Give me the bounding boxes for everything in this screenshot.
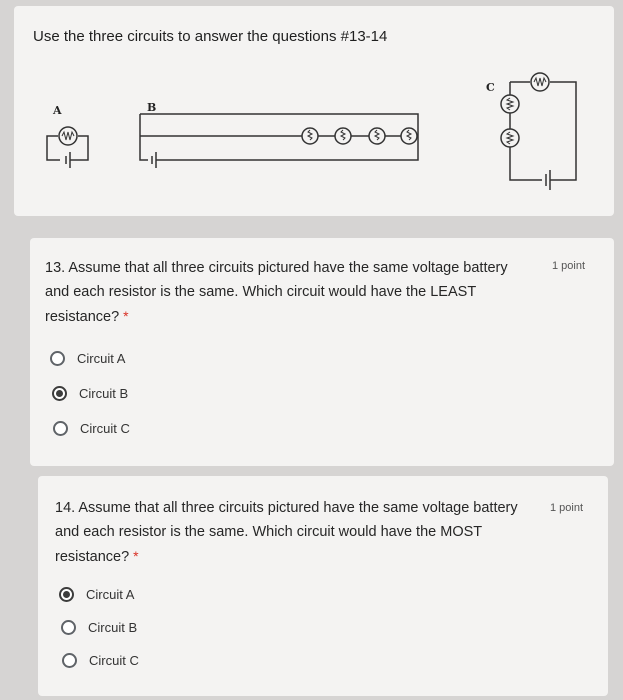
circuit-c-label: C <box>486 81 495 94</box>
question-13-label: 13. Assume that all three circuits pictured have the same voltage battery and each resistor is the same. Which circuit would have the LEAST resistance? <box>45 260 508 325</box>
circuit-c-resistor-top-icon <box>531 73 549 91</box>
circuit-a-resistor-icon <box>59 127 77 145</box>
circuit-c-resistor-1-icon <box>501 95 519 113</box>
q13-option-circuit-c[interactable] <box>53 421 130 436</box>
option-label: Circuit B <box>79 386 129 401</box>
circuit-b-label: B <box>147 101 157 114</box>
circuit-diagrams <box>0 0 623 220</box>
radio-button[interactable] <box>61 620 76 635</box>
question-13-text <box>45 256 525 329</box>
radio-button-selected[interactable] <box>59 587 74 602</box>
option-label: Circuit A <box>77 351 126 366</box>
question-13-points: 1 point <box>552 260 586 272</box>
circuit-b-diagram <box>140 114 418 168</box>
radio-button[interactable] <box>53 421 68 436</box>
q14-option-circuit-b[interactable] <box>61 620 137 635</box>
question-14-text <box>55 496 535 569</box>
option-label: Circuit A <box>86 587 135 602</box>
option-label: Circuit B <box>88 620 138 635</box>
radio-button-selected[interactable] <box>52 386 67 401</box>
circuit-a-label: A <box>53 104 62 117</box>
required-marker: * <box>133 548 139 564</box>
question-14-label: 14. Assume that all three circuits pictured have the same voltage battery and each resistor is the same. Which circuit would have the MOST resistance? <box>55 500 518 565</box>
circuit-a-diagram <box>47 127 88 168</box>
required-marker: * <box>123 308 129 324</box>
q13-option-circuit-b[interactable] <box>52 386 128 401</box>
option-label: Circuit C <box>89 653 139 668</box>
instruction-text: Use the three circuits to answer the questions #13-14 <box>33 28 388 45</box>
q13-option-circuit-a[interactable] <box>50 351 125 366</box>
q14-option-circuit-c[interactable] <box>62 653 139 668</box>
option-label: Circuit C <box>80 421 130 436</box>
radio-button[interactable] <box>50 351 65 366</box>
circuit-c-diagram <box>501 73 576 190</box>
question-14-points: 1 point <box>550 502 584 514</box>
radio-button[interactable] <box>62 653 77 668</box>
circuit-c-resistor-2-icon <box>501 129 519 147</box>
q14-option-circuit-a[interactable] <box>59 587 134 602</box>
